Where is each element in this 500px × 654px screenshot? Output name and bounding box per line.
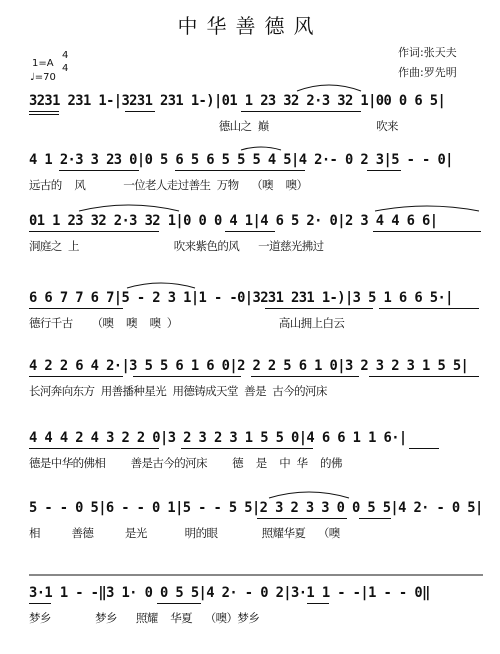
slur-marks <box>29 213 483 233</box>
score-system-1 <box>29 93 483 139</box>
time-signature-bottom: 4 <box>62 63 69 74</box>
beam-line <box>251 376 359 377</box>
score-system-8 <box>29 585 483 631</box>
lyrics-line: 德山之 巅 吹来 <box>29 119 398 133</box>
notes-line: 3231 231 1-|3231 231 1-)|01 1 23 32 2·3 32 1|00 0 6 5| <box>29 93 446 109</box>
lyrics-line: 梦乡 梦乡 照耀 华夏 （噢）梦乡 <box>29 611 260 625</box>
slur-marks <box>29 290 483 310</box>
slur-marks <box>29 500 483 520</box>
notes-line: 4 4 4 2 4 3 2 2 0|3 2 3 2 3 1 5 5 0|4 6 6 1 1 6·| <box>29 430 407 446</box>
key-signature: 1=A <box>32 58 54 69</box>
notes-line: 4 1 2·3 3 23 0|0 5 6 5 6 5 5 5 4 5|4 2·- 0 2 3|5 - - 0| <box>29 152 453 168</box>
beam-line <box>29 448 159 449</box>
lyrics-line: 长河奔向东方 用善播种星光 用德铸成天堂 善是 古今的河床 <box>29 384 327 398</box>
beam-line <box>369 376 479 377</box>
score-system-3 <box>29 213 483 259</box>
lyrics-line: 远古的 风 一位老人走过善生 万物 （噢 噢） <box>29 178 308 192</box>
beam-line <box>409 448 439 449</box>
tempo-mark: ♩=70 <box>30 72 56 83</box>
lyrics-line: 洞庭之 上 吹来紫色的风 一道慈光拂过 <box>29 239 324 253</box>
lyricist-credit: 作词:张天夫 <box>398 46 457 59</box>
beam-line <box>29 114 59 115</box>
score-system-2 <box>29 152 483 198</box>
score-system-5 <box>29 358 483 404</box>
beam-line <box>29 376 123 377</box>
slur-marks <box>29 152 483 172</box>
notes-line: 01 1 23 32 2·3 32 1|0 0 0 4 1|4 6 5 2· 0|2 3 4 4 6 6| <box>29 213 438 229</box>
time-signature-top: 4 <box>62 50 69 61</box>
notes-line: 5 - - 0 5|6 - - 0 1|5 - - 5 5|2 3 2 3 3 0 0 5 5|4 2· - 0 5| <box>29 500 483 516</box>
slur-marks <box>29 585 483 605</box>
beam-line <box>181 448 313 449</box>
slur-marks <box>29 93 483 113</box>
beam-line <box>133 376 241 377</box>
notes-line: 6 6 7 7 6 7|5 - 2 3 1|1 - -0|3231 231 1-)|3 5 1 6 6 5·| <box>29 290 453 306</box>
lyrics-line: 德行千古 （噢 噢 噢 ） 高山拥上白云 <box>29 316 345 330</box>
score-system-4 <box>29 290 483 336</box>
score-system-6 <box>29 430 483 476</box>
composer-credit: 作曲:罗先明 <box>398 66 457 79</box>
notes-line: 4 2 2 6 4 2·|3 5 5 6 1 6 0|2 2 2 5 6 1 0|3 2 3 2 3 1 5 5| <box>29 358 469 374</box>
song-title: 中华善德风 <box>177 14 323 38</box>
score-system-7 <box>29 500 483 546</box>
lyrics-line: 德是中华的佛相 善是古今的河床 德 是 中 华 的佛 <box>29 456 342 470</box>
notes-line: 3·1 1 - -‖3 1· 0 0 5 5|4 2· - 0 2|3·1 1 - -|1 - - 0‖ <box>29 585 430 601</box>
lyrics-line: 相 善德 是光 明的眼 照耀华夏 （噢 <box>29 526 340 540</box>
